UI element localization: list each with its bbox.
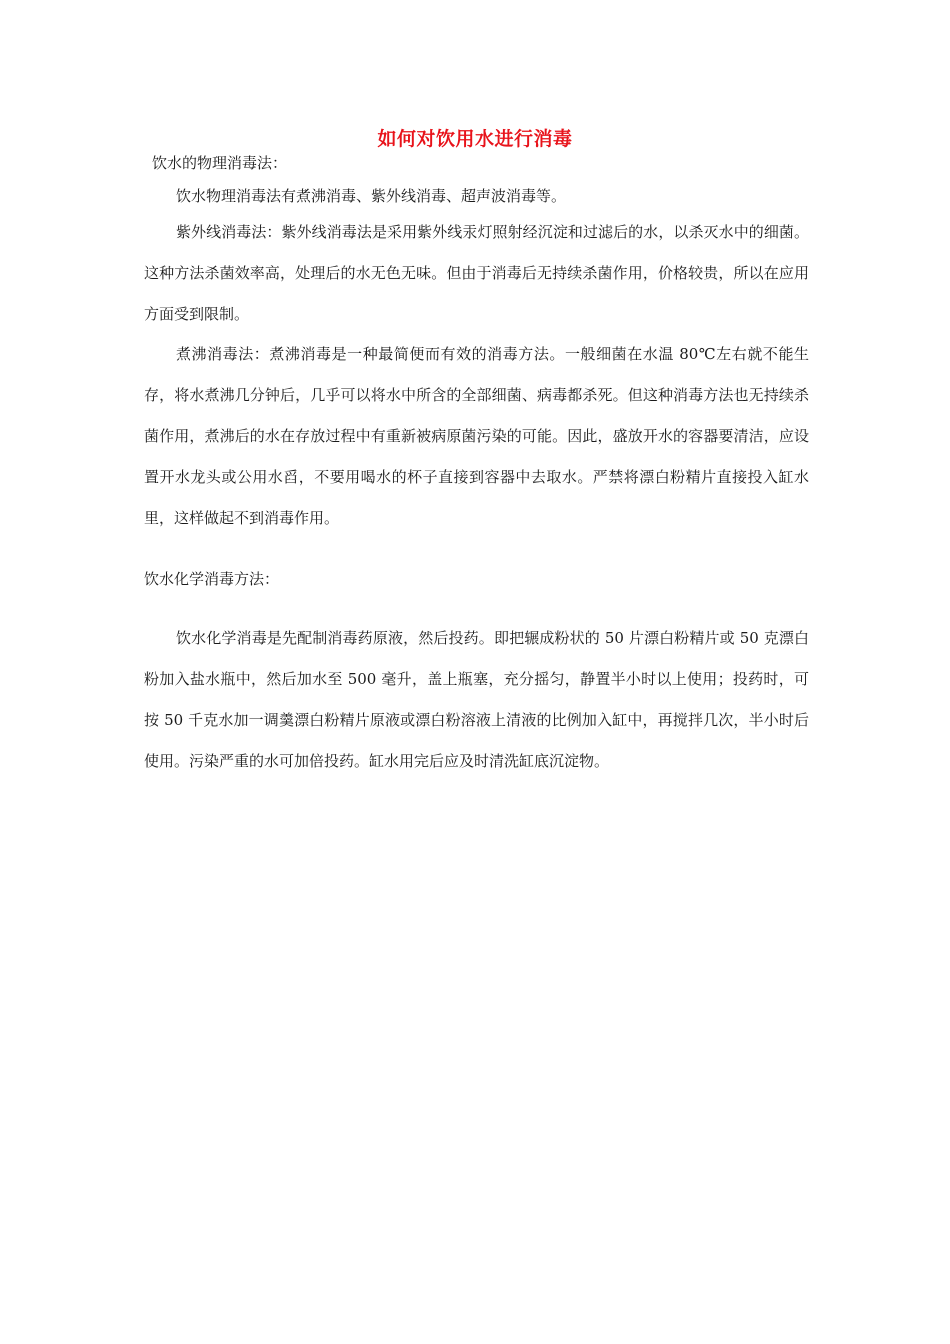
physical-disinfection-heading: 饮水的物理消毒法： [152,154,288,172]
chemical-disinfection-heading: 饮水化学消毒方法： [144,570,280,588]
chemical-disinfection-paragraph: 饮水化学消毒是先配制消毒药原液，然后投药。即把辗成粉状的 50 片漂白粉精片或 50 克漂白粉加入盐水瓶中，然后加水至 500 毫升，盖上瓶塞，充分摇匀，静置半小时以上使用；投药时，可按 50 千克水加一调羹漂白粉精片原液或漂白粉溶液上清液的比例加入缸中，再搅拌几次，半小时后使用。污染严重的水可加倍投药。缸水用完后应及时清洗缸底沉淀物。 [144,629,809,770]
physical-intro-paragraph: 饮水物理消毒法有煮沸消毒、紫外线消毒、超声波消毒等。 [176,187,567,205]
uv-disinfection-paragraph: 紫外线消毒法：紫外线消毒法是采用紫外线汞灯照射经沉淀和过滤后的水，以杀灭水中的细菌。这种方法杀菌效率高，处理后的水无色无味。但由于消毒后无持续杀菌作用，价格较贵，所以在应用方面受到限制。 [144,223,809,323]
document-title: 如何对饮用水进行消毒 [377,128,573,150]
boiling-disinfection-paragraph: 煮沸消毒法：煮沸消毒是一种最简便而有效的消毒方法。一般细菌在水温 80℃左右就不能生存，将水煮沸几分钟后，几乎可以将水中所含的全部细菌、病毒都杀死。但这种消毒方法也无持续杀菌作用，煮沸后的水在存放过程中有重新被病原菌污染的可能。因此，盛放开水的容器要清洁，应设置开水龙头或公用水舀，不要用喝水的杯子直接到容器中去取水。严禁将漂白粉精片直接投入缸水里，这样做起不到消毒作用。 [144,345,809,527]
